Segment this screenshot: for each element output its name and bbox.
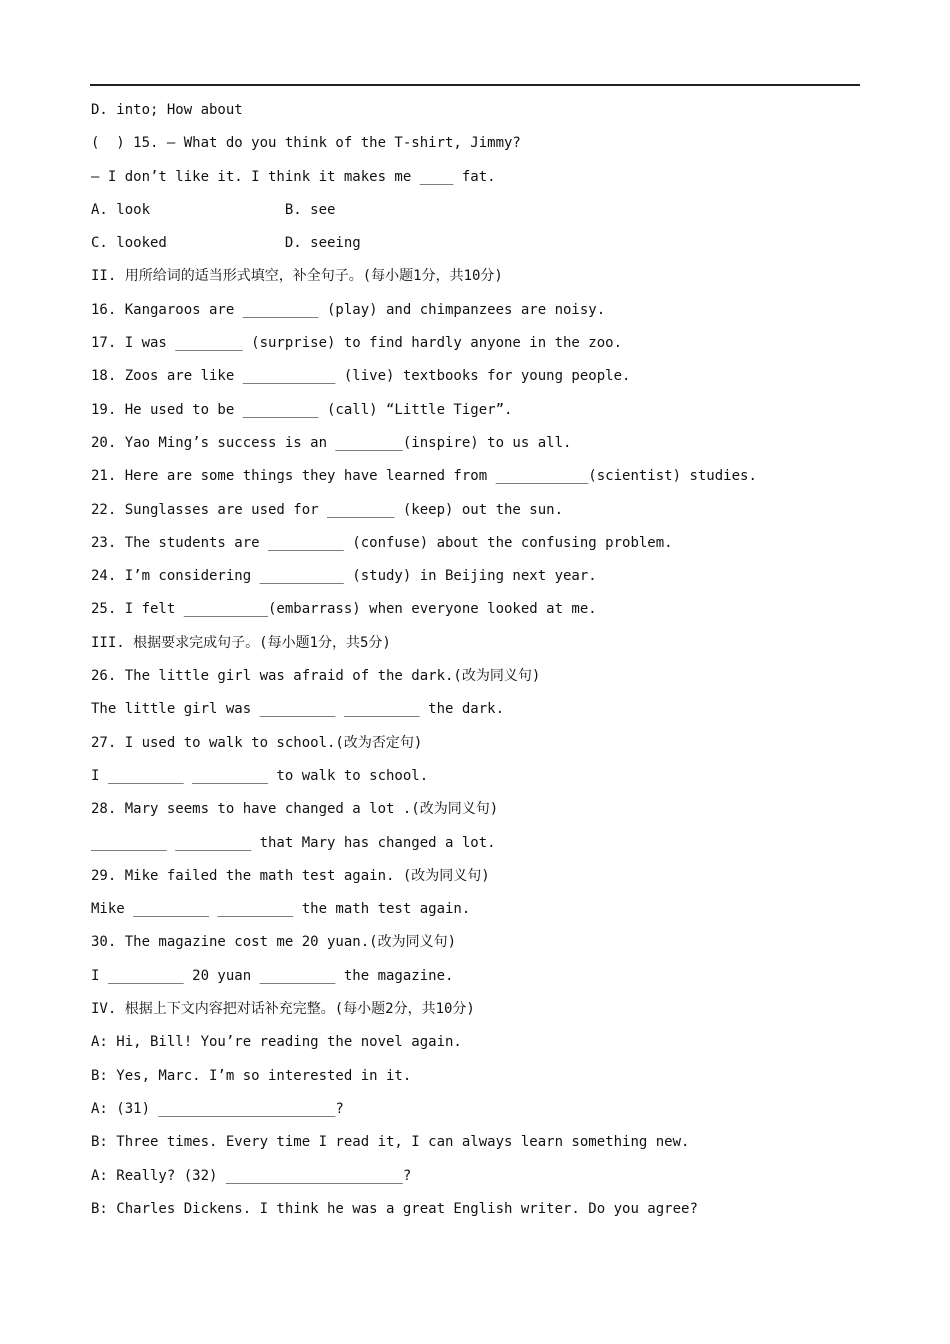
- question-22: 22. Sunglasses are used for ________ (keep) out the sun.: [91, 501, 564, 518]
- answer-line-28: _________ _________ that Mary has changed a lot.: [91, 834, 496, 851]
- answer-line-29: Mike _________ _________ the math test again.: [91, 901, 471, 918]
- options-ab: A. look B. see: [91, 201, 336, 218]
- question-24: 24. I’m considering __________ (study) in Beijing next year.: [91, 568, 597, 585]
- question-19: 19. He used to be _________ (call) “Little Tiger”.: [91, 401, 513, 418]
- question-27: 27. I used to walk to school.(改为否定句): [91, 734, 423, 751]
- question-28: 28. Mary seems to have changed a lot .(改为同义句): [91, 801, 499, 818]
- document-body: [91, 97, 861, 1229]
- dialogue-line: B: Yes, Marc. I’m so interested in it.: [91, 1067, 412, 1084]
- section-heading-ii: II. 用所给词的适当形式填空，补全句子。(每小题1分，共10分): [91, 268, 503, 285]
- question-15: ( ) 15. — What do you think of the T-shirt, Jimmy?: [91, 135, 521, 152]
- text-line: D. into; How about: [91, 102, 243, 118]
- question-30: 30. The magazine cost me 20 yuan.(改为同义句): [91, 934, 457, 951]
- answer-line-26: The little girl was _________ _________ the dark.: [91, 701, 505, 718]
- dialogue-line: A: Hi, Bill! You’re reading the novel again.: [91, 1034, 462, 1051]
- options-cd: C. looked D. seeing: [91, 235, 361, 252]
- question-18: 18. Zoos are like ___________ (live) textbooks for young people.: [91, 368, 631, 385]
- dialogue-line-31: A: (31) _____________________?: [91, 1100, 344, 1117]
- question-25: 25. I felt __________(embarrass) when everyone looked at me.: [91, 601, 597, 618]
- answer-line-30: I _________ 20 yuan _________ the magazine.: [91, 967, 454, 984]
- question-17: 17. I was ________ (surprise) to find hardly anyone in the zoo.: [91, 335, 623, 352]
- text-line: — I don’t like it. I think it makes me ____ fat.: [91, 168, 496, 185]
- section-heading-iv: IV. 根据上下文内容把对话补充完整。(每小题2分，共10分): [91, 1001, 475, 1018]
- dialogue-line-32: A: Really? (32) _____________________?: [91, 1167, 412, 1184]
- question-16: 16. Kangaroos are _________ (play) and chimpanzees are noisy.: [91, 301, 606, 318]
- question-26: 26. The little girl was afraid of the dark.(改为同义句): [91, 668, 541, 685]
- dialogue-line: B: Charles Dickens. I think he was a great English writer. Do you agree?: [91, 1200, 698, 1217]
- question-29: 29. Mike failed the math test again. (改为同义句): [91, 867, 490, 884]
- question-20: 20. Yao Ming’s success is an ________(inspire) to us all.: [91, 434, 572, 451]
- answer-line-27: I _________ _________ to walk to school.: [91, 767, 429, 784]
- question-23: 23. The students are _________ (confuse) about the confusing problem.: [91, 534, 673, 551]
- question-21: 21. Here are some things they have learned from ___________(scientist) studies.: [91, 468, 757, 485]
- dialogue-line: B: Three times. Every time I read it, I can always learn something new.: [91, 1134, 690, 1151]
- header-rule: [90, 84, 860, 86]
- section-heading-iii: III. 根据要求完成句子。(每小题1分，共5分): [91, 634, 391, 651]
